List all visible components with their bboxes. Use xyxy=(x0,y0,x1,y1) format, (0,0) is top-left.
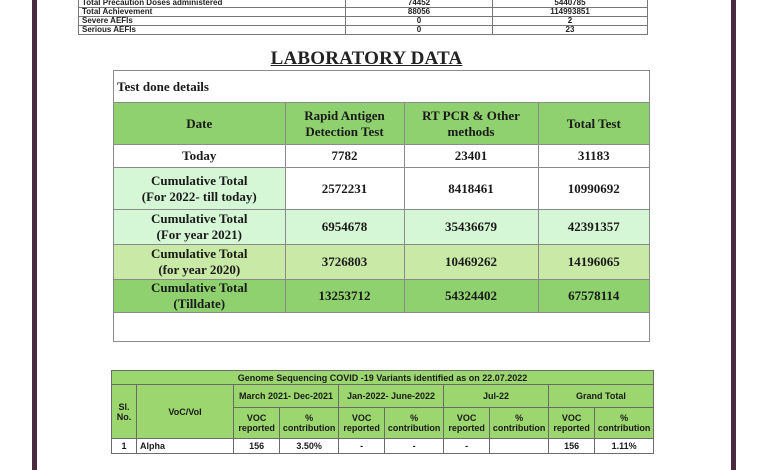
row-label-line2: (for year 2020) xyxy=(158,262,241,277)
cell-value xyxy=(490,439,549,454)
row-label-line1: Cumulative Total xyxy=(151,172,248,188)
laboratory-data-title: LABORATORY DATA xyxy=(270,48,463,69)
row-label-line2: (For year 2021) xyxy=(156,227,242,242)
subheader-pct: % contribution xyxy=(490,408,549,439)
header-period: March 2021- Dec-2021 xyxy=(234,385,339,408)
table-row xyxy=(79,26,648,35)
cell-value: 3.50% xyxy=(280,439,339,454)
empty-cell xyxy=(114,313,650,342)
header-voc-voi: VoC/VoI xyxy=(137,385,234,439)
right-border xyxy=(731,0,736,470)
cell-value: 0 xyxy=(346,26,493,35)
row-label: Severe AEFIs xyxy=(79,17,346,26)
cell-sl: 1 xyxy=(112,439,137,454)
table-row xyxy=(114,145,650,168)
table-row xyxy=(114,245,650,280)
row-label-line2: (For 2022- till today) xyxy=(141,188,257,204)
header-rt-pcr: RT PCR & Other methods xyxy=(404,103,538,145)
row-label xyxy=(114,168,286,210)
header-period: Grand Total xyxy=(548,385,653,408)
table-row xyxy=(114,168,650,210)
title-row xyxy=(112,371,654,385)
header-period: Jan-2022- June-2022 xyxy=(338,385,443,408)
caption-row xyxy=(114,71,650,103)
empty-cell xyxy=(285,71,404,103)
row-label xyxy=(114,210,286,245)
blank-row xyxy=(114,313,650,342)
subheader-pct: % contribution xyxy=(280,408,339,439)
cell-value: 2 xyxy=(493,17,648,26)
cell-value: 10469262 xyxy=(404,245,538,280)
cell-value: 1.11% xyxy=(595,439,654,454)
cell-value: - xyxy=(385,439,444,454)
cell-value: 54324402 xyxy=(404,280,538,313)
empty-cell xyxy=(404,71,538,103)
cell-value: 74452 xyxy=(346,0,493,8)
subheader-pct: % contribution xyxy=(385,408,444,439)
header-total-test: Total Test xyxy=(538,103,650,145)
cell-value: 23 xyxy=(493,26,648,35)
cell-value: 35436679 xyxy=(404,210,538,245)
cell-value: 14196065 xyxy=(538,245,650,280)
subheader-voc: VOC reported xyxy=(338,408,384,439)
cell-value: 67578114 xyxy=(538,280,650,313)
cell-value: 156 xyxy=(234,439,280,454)
header-row xyxy=(114,103,650,145)
cell-value: - xyxy=(443,439,489,454)
cell-value: 23401 xyxy=(404,145,538,168)
header-rapid-antigen: Rapid Antigen Detection Test xyxy=(285,103,404,145)
cell-value: 8418461 xyxy=(404,168,538,210)
cell-value: 6954678 xyxy=(285,210,404,245)
header-sl-no: Sl. No. xyxy=(112,385,137,439)
header-row xyxy=(112,385,654,408)
cell-value: 13253712 xyxy=(285,280,404,313)
cell-value: 2572231 xyxy=(285,168,404,210)
header-period: Jul-22 xyxy=(443,385,548,408)
row-label: Today xyxy=(114,145,286,168)
cell-value: 31183 xyxy=(538,145,650,168)
table-row xyxy=(79,8,648,17)
subheader-voc: VOC reported xyxy=(443,408,489,439)
subheader-voc: VOC reported xyxy=(548,408,594,439)
empty-cell xyxy=(538,71,650,103)
table-row xyxy=(114,210,650,245)
row-label: Serious AEFIs xyxy=(79,26,346,35)
cell-value: 0 xyxy=(346,17,493,26)
row-label: Total Precaution Doses administered xyxy=(79,0,346,8)
genome-sequencing-table xyxy=(111,370,654,454)
subheader-pct: % contribution xyxy=(595,408,654,439)
row-label: Total Achievement xyxy=(79,8,346,17)
cell-value: 3726803 xyxy=(285,245,404,280)
row-label xyxy=(114,245,286,280)
cell-value: - xyxy=(338,439,384,454)
row-label xyxy=(114,280,286,313)
cell-value: 88056 xyxy=(346,8,493,17)
table-row xyxy=(79,17,648,26)
subheader-voc: VOC reported xyxy=(234,408,280,439)
table-row xyxy=(114,280,650,313)
vaccination-summary-table xyxy=(78,0,648,35)
laboratory-data-table xyxy=(113,70,650,342)
test-done-caption: Test done details xyxy=(114,71,286,103)
cell-value: 5440785 xyxy=(493,0,648,8)
genome-title: Genome Sequencing COVID -19 Variants identified as on 22.07.2022 xyxy=(112,371,654,385)
cell-value: 10990692 xyxy=(538,168,650,210)
row-label-line2: (Tilldate) xyxy=(173,296,226,311)
cell-value: 42391357 xyxy=(538,210,650,245)
header-date: Date xyxy=(114,103,286,145)
cell-value: 156 xyxy=(548,439,594,454)
cell-variant: Alpha xyxy=(137,439,234,454)
cell-value: 7782 xyxy=(285,145,404,168)
cell-value: 114993851 xyxy=(493,8,648,17)
row-label-line1: Cumulative Total xyxy=(151,211,248,226)
row-label-line1: Cumulative Total xyxy=(151,280,248,295)
table-row xyxy=(112,439,654,454)
row-label-line1: Cumulative Total xyxy=(151,246,248,261)
